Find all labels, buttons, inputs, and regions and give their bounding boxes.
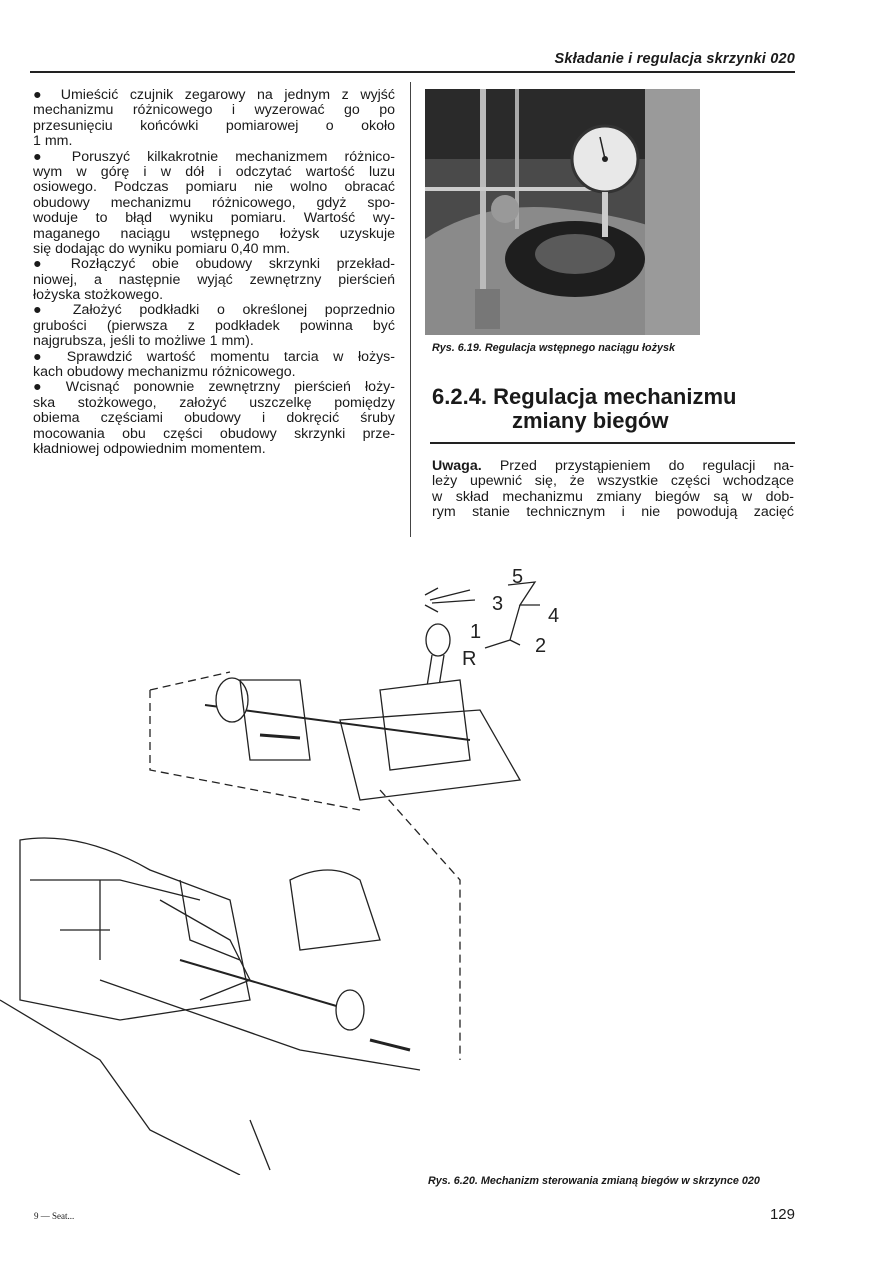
- text-line: mechanizmu różnicowego i wyzerować go po: [33, 102, 395, 119]
- text-line: ska stożkowego, założyć uszczelkę pomiędzy: [33, 394, 395, 411]
- gear-lever: [340, 624, 520, 800]
- text-line: obiema częściami obudowy i dokręcić śruby: [33, 410, 395, 427]
- text-line: ● Wcisnąć ponownie zewnętrzny pierścień łoży-: [33, 379, 395, 396]
- gear-label-3: 3: [492, 593, 504, 615]
- section-rule: [430, 442, 795, 444]
- text-line: ● Założyć podkładki o określonej poprzednio: [33, 302, 395, 319]
- text-line: obudowy mechanizmu różnicowego, gdyż spo-: [33, 194, 395, 211]
- text-line: ● Rozłączyć obie obudowy skrzynki przekład-: [33, 256, 395, 273]
- page-number: 129: [769, 1206, 795, 1223]
- note-lead: Uwaga.: [432, 458, 482, 474]
- text-line: się dodając do wyniku pomiaru 0,40 mm.: [33, 240, 291, 257]
- text-line: osiowego. Podczas pomiaru nie wolno obracać: [33, 179, 395, 196]
- text-line: przesunięciu końcówki pomiarowej o około: [33, 117, 395, 134]
- text-line: mocowania obu części obudowy skrzynki prze-: [33, 425, 395, 442]
- text-line: leży upewnić się, że wszystkie części wchodzące: [432, 473, 794, 490]
- text-line: niowej, a następnie wyjąć zewnętrzny pierścień: [33, 271, 395, 288]
- text-line: najgrubsza, jeśli to możliwe 1 mm).: [33, 333, 254, 350]
- figure-6-20-caption: Rys. 6.20. Mechanizm sterowania zmianą biegów w skrzynce 020: [428, 1175, 760, 1187]
- left-column-text: [33, 88, 395, 457]
- text-line: Przed przystąpieniem do regulacji na-: [481, 458, 794, 474]
- header-rule: [30, 71, 795, 73]
- text-line: rym stanie technicznym i nie powodują zacięć: [432, 504, 794, 521]
- figure-6-20-diagram: [0, 555, 893, 1175]
- gear-label-4: 4: [548, 605, 560, 627]
- footer-signature: 9 — Seat...: [34, 1211, 75, 1221]
- note-first-line: [432, 459, 794, 474]
- text-line: kach obudowy mechanizmu różnicowego.: [33, 364, 296, 381]
- gear-label-2: 2: [535, 635, 547, 657]
- text-line: maganego naciągu wstępnego łożysk uzyskuje: [33, 225, 395, 242]
- text-line: łożyska stożkowego.: [33, 287, 164, 304]
- text-line: ● Poruszyć kilkakrotnie mechanizmem różnico-: [33, 148, 395, 165]
- text-line: w skład mechanizmu zmiany biegów są w dob-: [432, 488, 794, 505]
- text-line: ● Umieścić czujnik zegarowy na jednym z wyjść: [33, 87, 395, 103]
- text-line: 1 mm.: [33, 133, 73, 150]
- figure-6-19-caption: Rys. 6.19. Regulacja wstępnego naciągu łożysk: [432, 342, 676, 354]
- text-line: woduje to błąd wyniku pomiaru. Wartość wy-: [33, 210, 395, 227]
- right-column-text: [432, 459, 794, 521]
- gear-label-5: 5: [512, 566, 524, 588]
- text-line: grubości (pierwsza z podkładek powinna być: [33, 317, 395, 334]
- running-head: Składanie i regulacja skrzynki 020: [554, 51, 795, 67]
- text-line: kładniowej odpowiednim momentem.: [33, 440, 266, 457]
- section-heading: [432, 385, 736, 433]
- figure-6-19-photo: [425, 89, 700, 335]
- text-line: wym w górę i w dół i odczytać wartość luzu: [33, 163, 395, 180]
- text-line: ● Sprawdzić wartość momentu tarcia w łożys-: [33, 348, 395, 365]
- gear-label-R: R: [462, 648, 477, 670]
- gear-label-1: 1: [470, 621, 482, 643]
- section-heading-line1: 6.2.4. Regulacja mechanizmu: [432, 384, 737, 409]
- section-heading-line2: zmiany biegów: [512, 408, 669, 433]
- column-divider: [410, 82, 411, 537]
